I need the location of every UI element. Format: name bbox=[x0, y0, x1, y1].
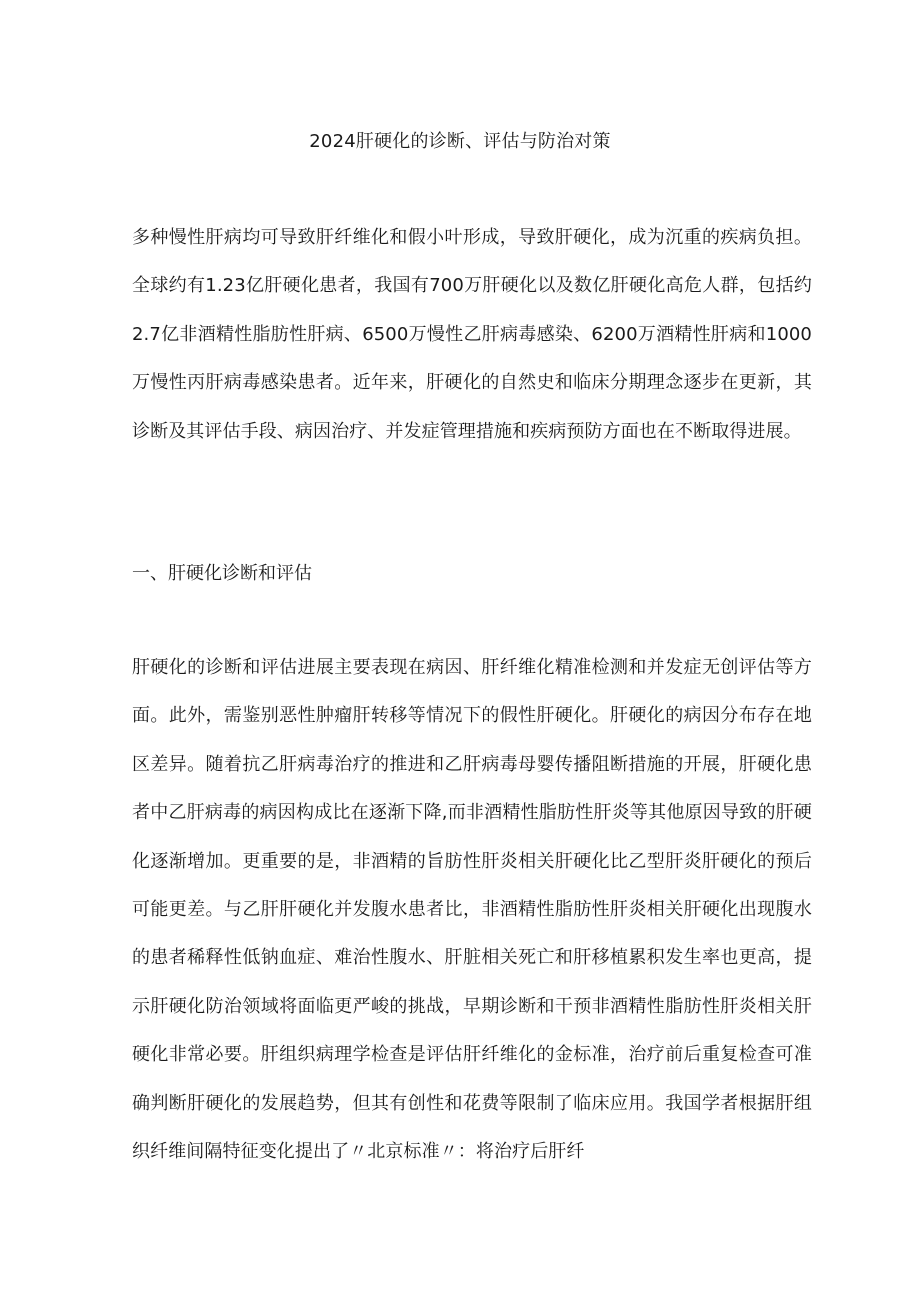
intro-paragraph: 多种慢性肝病均可导致肝纤维化和假小叶形成，导致肝硬化，成为沉重的疾病负担。全球约有1.23亿肝硬化患者，我国有700万肝硬化以及数亿肝硬化高危人群，包括约2.7亿非酒精性脂肪性肝病、6500万慢性乙肝病毒感染、6200万酒精性肝病和1000万慢性丙肝病毒感染患者。近年来，肝硬化的自然史和临床分期理念逐步在更新，其诊断及其评估手段、病因治疗、并发症管理措施和疾病预防方面也在不断取得进展。 bbox=[132, 227, 812, 442]
document-title: 2024肝硬化的诊断、评估与防治对策 bbox=[309, 131, 611, 152]
section-heading: 一、肝硬化诊断和评估 bbox=[132, 563, 312, 584]
section-paragraph: 肝硬化的诊断和评估进展主要表现在病因、肝纤维化精准检测和并发症无创评估等方面。此外，需鉴别恶性肿瘤肝转移等情况下的假性肝硬化。肝硬化的病因分布存在地区差异。随着抗乙肝病毒治疗的推进和乙肝病毒母婴传播阻断措施的开展，肝硬化患者中乙肝病毒的病因构成比在逐渐下降,而非酒精性脂肪性肝炎等其他原因导致的肝硬化逐渐增加。更重要的是，非酒精的旨肪性肝炎相关肝硬化比乙型肝炎肝硬化的预后可能更差。与乙肝肝硬化并发腹水患者比，非酒精性脂肪性肝炎相关肝硬化出现腹水的患者稀释性低钠血症、难治性腹水、肝脏相关死亡和肝移植累积发生率也更高，提示肝硬化防治领域将面临更严峻的挑战，早期诊断和干预非酒精性脂肪性肝炎相关肝硬化非常必要。肝组织病理学检查是评估肝纤维化的金标准，治疗前后重复检查可准确判断肝硬化的发展趋势，但其有创性和花费等限制了临床应用。我国学者根据肝组织纤维间隔特征变化提出了〃北京标准〃：将治疗后肝纤 bbox=[132, 657, 812, 1163]
